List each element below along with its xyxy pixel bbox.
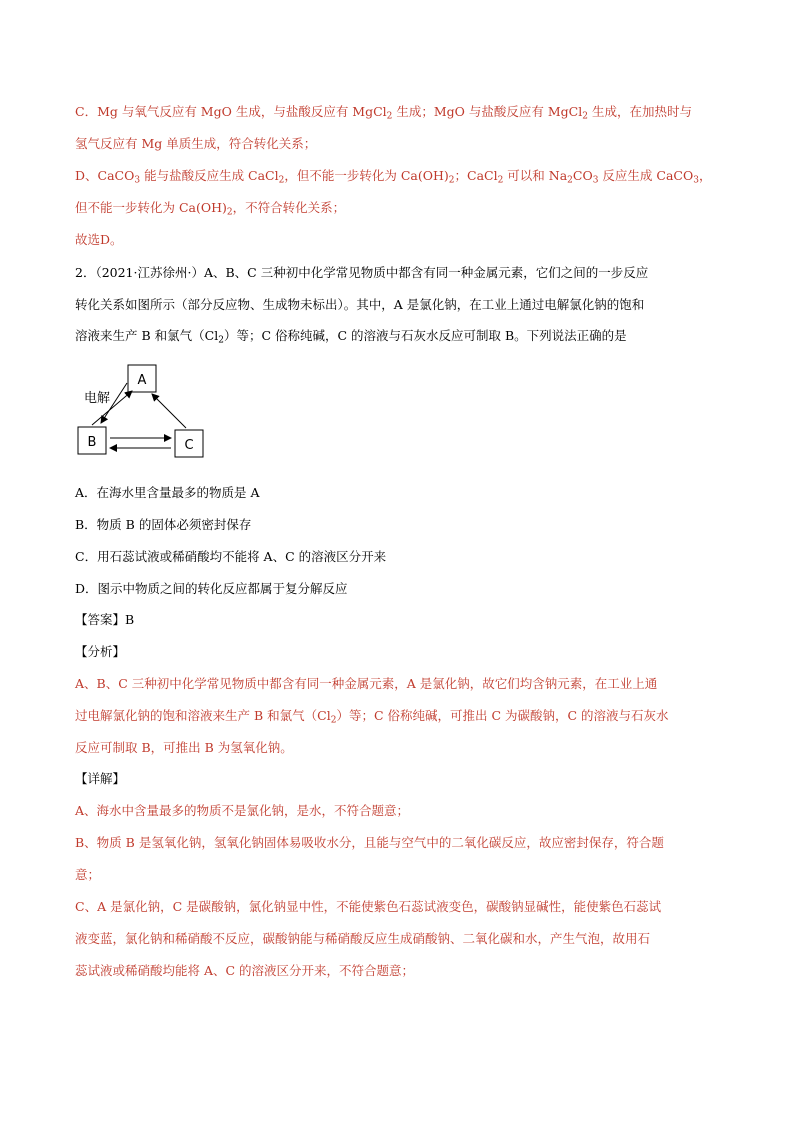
answer: 【答案】B bbox=[75, 612, 135, 627]
option-c: C．用石蕊试液或稀硝酸均不能将 A、C 的溶液区分开来 bbox=[75, 549, 387, 564]
question-line1: 2．（2021·江苏徐州·）A、B、C 三种初中化学常见物质中都含有同一种金属元素，它们之间的一步反应 bbox=[75, 265, 649, 280]
question-line2: 转化关系如图所示（部分反应物、生成物未标出）。其中，A 是氯化钠，在工业上通过电解氯化钠的饱和 bbox=[75, 297, 645, 312]
detail-c-line3: 蕊试液或稀硝酸均能将 A、C 的溶液区分开来，不符合题意； bbox=[75, 963, 415, 978]
explanation-choice: 故选D。 bbox=[75, 232, 123, 247]
analysis-line1: A、B、C 三种初中化学常见物质中都含有同一种金属元素，A 是氯化钠，故它们均含钠元素，在工业上通 bbox=[75, 676, 658, 691]
node-b-label: B bbox=[87, 435, 97, 450]
detail-b-line1: B、物质 B 是氢氧化钠，氢氧化钠固体易吸收水分，且能与空气中的二氧化碳反应，故应密封保存，符合题 bbox=[75, 835, 664, 850]
conversion-diagram bbox=[70, 360, 220, 465]
analysis-line3: 反应可制取 B，可推出 B 为氢氧化钠。 bbox=[75, 740, 293, 755]
option-a: A．在海水里含量最多的物质是 A bbox=[75, 485, 260, 500]
explanation-d-line2: 但不能一步转化为 $Ca(OH)_2$，不符合转化关系； bbox=[75, 200, 346, 218]
electrolysis-label: 电解 bbox=[84, 391, 111, 406]
detail-c-line2: 液变蓝，氯化钠和稀硝酸不反应，碳酸钠能与稀硝酸反应生成硝酸钠、二氧化碳和水，产生气泡，故用石 bbox=[75, 931, 651, 946]
detail-b-line2: 意； bbox=[75, 867, 101, 882]
option-b: B．物质 B 的固体必须密封保存 bbox=[75, 517, 252, 532]
analysis-line2: 过电解氯化钠的饱和溶液来生产 B 和氯气$(Cl_2)$等；C 俗称纯碱，可推出 C 为碳酸钠，C 的溶液与石灰水 bbox=[75, 708, 669, 726]
explanation-c-line1: C．Mg 与氧气反应有 MgO 生成，与盐酸反应有 MgCl$_2$ 生成；MgO 与盐酸反应有 MgCl$_2$ 生成，在加热时与 bbox=[75, 104, 692, 122]
node-a-label: A bbox=[137, 373, 147, 388]
analysis-heading: 【分析】 bbox=[75, 644, 126, 659]
detail-heading: 【详解】 bbox=[75, 771, 126, 786]
option-d: D．图示中物质之间的转化反应都属于复分解反应 bbox=[75, 581, 348, 596]
explanation-d-line1: D、CaCO$_3$ 能与盐酸反应生成 CaCl$_2$，但不能一步转化为 $Ca(OH)_2$；CaCl$_2$ 可以和 $Na_2CO_3$ 反应生成 CaCO$_3$， bbox=[75, 168, 712, 186]
explanation-c-line2: 氢气反应有 Mg 单质生成，符合转化关系； bbox=[75, 136, 317, 151]
question-line3: 溶液来生产 B 和氯气$(Cl_2)$等；C 俗称纯碱，C 的溶液与石灰水反应可制取 B。下列说法正确的是 bbox=[75, 328, 627, 346]
detail-c-line1: C、A 是氯化钠，C 是碳酸钠，氯化钠显中性，不能使紫色石蕊试液变色，碳酸钠显碱性，能使紫色石蕊试 bbox=[75, 899, 662, 914]
detail-a: A、海水中含量最多的物质不是氯化钠，是水，不符合题意； bbox=[75, 803, 410, 818]
node-c-label: C bbox=[184, 438, 194, 453]
arrow-c-to-a bbox=[152, 394, 186, 428]
